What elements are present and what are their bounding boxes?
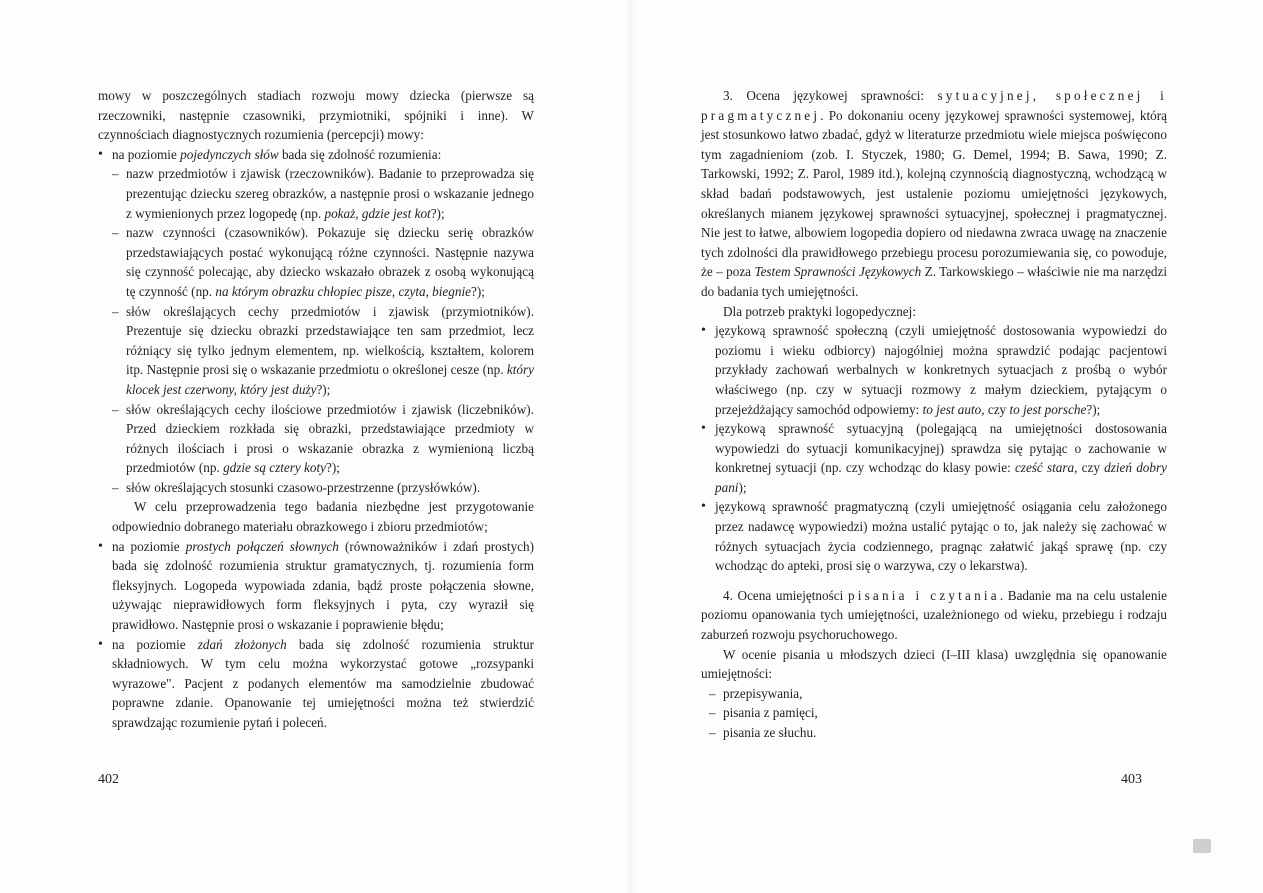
- dash-item-numerals: – słów określających cechy ilościowe przedmiotów i zjawisk (liczebników). Przed dzieckiem rozkłada się obrazki, przedstawiające przedmioty w różnych ilościach i prosi o wskazanie obrazka z wymienioną liczbą przedmiotów (np. gdzie są cztery koty?);: [112, 400, 534, 478]
- section-3-paragraph: 3. Ocena językowej sprawności: sytuacyjnej, społecznej i pragmatycznej. Po dokonaniu oceny językowej sprawności systemowej, którą jest stosunkowo łatwo zbadać, gdyż w literaturze przedmiotu wiele miejsca poświęcono tym zagadnieniom (zob. I. Styczek, 1980; G. Demel, 1994; B. Sawa, 1990; Z. Tarkowski, 1992; Z. Parol, 1989 itd.), kolejną czynnością diagnostyczną, wchodzącą w skład badań podstawowych, jest ustalenie poziomu umiejętności językowych, określanych mianem językowej sprawności sytuacyjnej, społecznej i pragmatycznej. Nie jest to łatwe, albowiem logopedia dopiero od niedawna zwraca uwagę na znaczenie tych zdolności dla prawidłowego przebiegu procesu porozumiewania się, co powoduje, że – poza Testem Sprawności Językowych Z. Tarkowskiego – właściwie nie ma narzędzi do badania tych umiejętności.: [701, 88, 1167, 299]
- bullet-pragmatic-competence: • językową sprawność pragmatyczną (czyli umiejętność osiągania celu założonego przez nadawcę wypowiedzi) można ustalić pytając o to, jak należy się zachować w różnych sytuacjach życia codziennego, pragnąc załatwić jakąś sprawę (np. czy wchodząc do apteki, prosi się o warzywa, czy o lekarstwa).: [701, 497, 1167, 575]
- dash-item-dictation: – pisania ze słuchu.: [709, 723, 1167, 743]
- dash-item-copying: – przepisywania,: [709, 684, 1167, 704]
- dash-item-adjectives: – słów określających cechy przedmiotów i zjawisk (przymiotników). Prezentuje się dziecku obrazki przedstawiające ten sam przedmiot, lecz różniący się tylko jednym elementem, np. wielkością, kształtem, kolorem itp. Następnie prosi się o wskazanie przedmiotu o określonej cesze (np. który klocek jest czerwony, który jest duży?);: [112, 302, 534, 400]
- section-3-spaced-heading: sytuacyjnej, społecznej i pragmatycznej: [701, 88, 1167, 123]
- right-bullet-list: [701, 321, 1167, 576]
- bullet-social-competence: • językową sprawność społeczną (czyli umiejętność dostosowania wypowiedzi do poziomu i wieku odbiorcy) najogólniej można sprawdzić podając pacjentowi przykłady zachowań werbalnych w konkretnych sytuacjach z prośbą o wybór właściwego (np. czy w sytuacji rozmowy z małym dzieckiem, pytającym o przejeżdżający samochód odpowiemy: to jest auto, czy to jest porsche?);: [701, 321, 1167, 419]
- dash-list-word-classes: [112, 164, 534, 497]
- bullet-situational-competence: • językową sprawność sytuacyjną (polegającą na umiejętności dostosowania wypowiedzi do sytuacji komunikacyjnej) sprawdza się pytając o zachowanie w konkretnej sytuacji (np. czy wchodząc do klasy powie: cześć stara, czy dzień dobry pani);: [701, 419, 1167, 497]
- writing-assessment-paragraph: W ocenie pisania u młodszych dzieci (I–III klasa) uwzględnia się opanowanie umiejętności:: [701, 646, 1167, 682]
- scan-smudge: [1193, 839, 1211, 853]
- section-4-paragraph: 4. Ocena umiejętności pisania i czytania. Badanie ma na celu ustalenie poziomu opanowania tych umiejętności, uzależnionego od wieku, przebiegu i rodzaju zaburzeń rozwoju psychoruchowego.: [701, 587, 1167, 643]
- left-page: [0, 0, 631, 893]
- dash-item-verbs: – nazw czynności (czasowników). Pokazuje się dziecku serię obrazków przedstawiających postać wykonującą różne czynności. Następnie nazywa się czynność polecając, aby dziecko wskazało obrazek z osobą wykonującą tę czynność (np. na którym obrazku chłopiec pisze, czyta, biegnie?);: [112, 223, 534, 301]
- dash-item-from-memory: – pisania z pamięci,: [709, 703, 1167, 723]
- practice-intro: Dla potrzeb praktyki logopedycznej:: [723, 303, 916, 319]
- bullet-single-words: • na poziomie pojedynczych słów bada się zdolność rozumienia: – nazw przedmiotów i zjawisk (rzeczowników). Badanie to przeprowadza się prezentując dziecku szereg obrazków, a następnie prosi o wskazanie jednego z wymienionych przez logopedę (np. pokaż, gdzie jest kot?); – nazw czynności (czasowników). Pokazuje się dziecku serię obrazków przedstawiających postać wykonującą różne czynności. Następnie nazywa się czynność polecając, aby dziecko wskazało obrazek z osobą wykonującą tę czynność (np. na którym obrazku chłopiec pisze, czyta, biegnie?); – słów określających cechy przedmiotów i zjawisk (przymiotników). Prezentuje się dziecku obrazki przedstawiające ten sam przedmiot, lecz różniący się tylko jednym elementem, np. wielkością, kształtem, kolorem itp. Następnie prosi się o wskazanie przedmiotu o określonej cesze (np. który klocek jest czerwony, który jest duży?); – słów określających cechy ilościowe przedmiotów i zjawisk (liczebników). Przed dzieckiem rozkłada się obrazki, przedstawiające przedmioty w różnych ilościach i prosi o wskazanie obrazka z wymienioną liczbą przedmiotów (np. gdzie są cztery koty?); – słów określających stosunki czasowo-przestrzenne (przysłówków). W celu przeprowadzenia tego badania niezbędne jest przygotowanie odpowiednio dobranego materiału obrazkowego i zbioru przedmiotów;: [98, 145, 534, 537]
- dash-item-adverbs: – słów określających stosunki czasowo-przestrzenne (przysłówków).: [112, 478, 534, 498]
- right-text-column: [701, 86, 1167, 743]
- left-bullet-list: [98, 145, 534, 733]
- materials-paragraph: W celu przeprowadzenia tego badania niezbędne jest przygotowanie odpowiednio dobranego materiału obrazkowego i zbioru przedmiotów;: [112, 499, 534, 535]
- page-number-right: 403: [1121, 772, 1142, 787]
- page-number-left: 402: [98, 772, 119, 787]
- right-page: [631, 0, 1263, 893]
- section-4-spaced-heading: pisania i czytania: [847, 587, 1000, 603]
- writing-skills-list: [709, 684, 1167, 743]
- bullet-simple-phrases: • na poziomie prostych połączeń słownych (równoważników i zdań prostych) bada się zdolność rozumienia struktur gramatycznych, tj. rozumienia form fleksyjnych. Logopeda wypowiada zdania, bądź proste połączenia słowne, używając nieprawidłowych form fleksyjnych i pyta, czy wyraził się prawidłowo. Następnie prosi o wskazanie i poprawienie błędu;: [98, 537, 534, 635]
- left-text-column: [98, 86, 534, 733]
- left-intro-paragraph: mowy w poszczególnych stadiach rozwoju mowy dziecka (pierwsze są rzeczowniki, następnie czasowniki, przymiotniki, spójniki i inne). W czynnościach diagnostycznych rozumienia (percepcji) mowy:: [98, 88, 534, 143]
- dash-item-nouns: – nazw przedmiotów i zjawisk (rzeczowników). Badanie to przeprowadza się prezentując dziecku szereg obrazków, a następnie prosi o wskazanie jednego z wymienionych przez logopedę (np. pokaż, gdzie jest kot?);: [112, 164, 534, 223]
- bullet-complex-sentences: • na poziomie zdań złożonych bada się zdolność rozumienia struktur składniowych. W tym celu można wykorzystać gotowe „rozsypanki wyrazowe". Pacjent z podanych elementów ma samodzielnie zbudować poprawne zdanie. Opanowanie tej umiejętności można też stwierdzić sprawdzając rozumienie pytań i poleceń.: [98, 635, 534, 733]
